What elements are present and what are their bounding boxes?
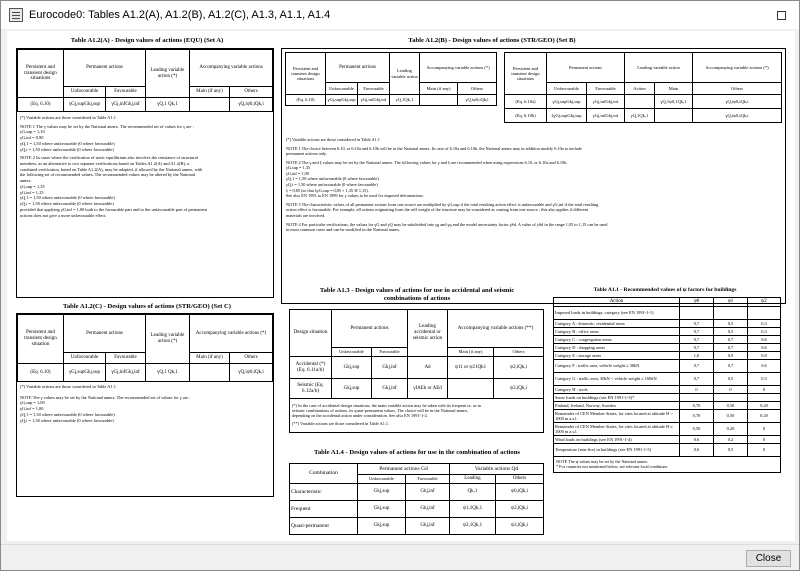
note-line: γG,sup = 1,35 <box>20 183 45 189</box>
table-cell: γGj,infGkj,inf <box>358 95 390 106</box>
note-line: γG,sup = 1,35 <box>286 165 311 171</box>
caption-line: combinations of actions <box>383 294 451 302</box>
table-cell: γIAEk or AEd <box>408 379 448 399</box>
table-cell <box>190 364 230 382</box>
table-cell: Accidental (*) (Eq. 6.11a/b) <box>290 357 332 379</box>
table-cell: 0,6 <box>748 344 781 352</box>
table-a14-caption: Table A1.4 - Design values of actions for use in the combination of actions <box>314 449 520 456</box>
table-cell: γQ,1ψ0,1Qk,1 <box>655 95 693 109</box>
table-cell: Characteristic <box>290 484 358 501</box>
table-cell: γQ,iψ0,iQk,i <box>693 109 782 123</box>
table-cell: Qk,1 <box>450 484 496 501</box>
note-line: NOTE 4 For particular verifications, the values for γG and γQ may be subdivided into γg and γq and the model uncertainty factor γSd. A value of γSd in the range 1,05 to 1,15 can be used <box>286 221 608 227</box>
header-cell: Others <box>230 353 273 364</box>
table-cell: 0,70 <box>680 402 714 410</box>
header-cell: Accompanying variable actions (*) <box>420 53 497 83</box>
note-line: seismic combinations of actions, its quasi-permanent values. The choice will be in the National annex, <box>292 408 468 414</box>
note-line: (*) Variable actions are those considered in Table A1.1 <box>20 384 116 389</box>
table-cell: 0 <box>748 444 781 457</box>
table-cell: 0,5 <box>714 328 748 336</box>
note-line: NOTE The γ values may be set by the National annex. The recommended set of values for γ are : <box>20 394 191 400</box>
header-cell: Persistent and transient design situation <box>18 315 64 364</box>
table-cell: Ad <box>408 357 448 379</box>
header-cell: Action <box>554 298 680 307</box>
table-a12c-frame <box>16 313 274 497</box>
note-line: actions does not give a more unfavourable effect. <box>20 212 107 218</box>
footer-divider <box>1 544 799 545</box>
table-cell <box>714 394 748 402</box>
table-cell: ψ2,iQk,i <box>496 501 544 518</box>
table-cell: ψ2,1Qk,1 <box>450 518 496 535</box>
note-line: NOTE 1 The γ values may be set by the National annex. The recommended set of values for γ are : <box>20 123 194 129</box>
note-line: (*) Variable actions are those considered in Table A1.1 <box>20 115 116 120</box>
header-cell: Unfavourable <box>547 83 587 95</box>
table-a14 <box>289 463 544 535</box>
note-line: γQ,1 = 1,30 where unfavourable (0 where favourable) <box>20 411 115 417</box>
note-line: NOTE 2 In cases where the verification of static equilibrium also involves the resistance of structural <box>20 155 198 161</box>
header-cell: Persistent and transient design situations <box>505 53 547 95</box>
table-row <box>554 352 781 360</box>
table-cell: Temperature (non-fire) in buildings (see EN 1991-1-5) <box>554 444 680 457</box>
table-cell: γGj,infGkj,inf <box>587 95 625 109</box>
table-cell: 0,7 <box>680 320 714 328</box>
header-cell: ψ2 <box>748 298 781 307</box>
table-cell: Category G : traffic area, 30kN < vehicle weight ≤ 160kN <box>554 373 680 386</box>
header-cell: Permanent actions <box>64 315 146 353</box>
maximize-icon <box>777 11 786 20</box>
table-cell: ψ0,iQk,i <box>496 484 544 501</box>
note-line: in most common cases and can be modified in the National annex. <box>286 227 401 233</box>
table-row <box>554 373 781 386</box>
table-cell: 0,20 <box>748 402 781 410</box>
note-line: (**) Variable actions are those considered in Table A1.1. <box>292 420 390 426</box>
table-cell: 0,70 <box>680 410 714 423</box>
header-cell: Unfavourable <box>64 87 106 98</box>
note-line: γG,inf = 1,00 <box>286 170 309 176</box>
table-cell: γGj,infGkj,inf <box>106 364 146 382</box>
header-cell: Others <box>693 83 782 95</box>
table-row <box>554 360 781 373</box>
table-cell <box>420 95 458 106</box>
table-cell: γGj,supGkj,sup <box>64 364 106 382</box>
table-row <box>554 410 781 423</box>
table-cell: 0,5 <box>714 320 748 328</box>
table-row <box>554 336 781 344</box>
table-cell: Remainder of CEN Member States, for sites located at altitude H > 1000 m a.s.l. <box>554 410 680 423</box>
table-cell: 0 <box>748 386 781 394</box>
header-cell: Unfavourable <box>332 348 372 357</box>
header-cell: Permanent actions <box>332 310 408 348</box>
table-row <box>554 328 781 336</box>
table-cell: γGj,infGkj,inf <box>106 98 146 112</box>
table-a12c <box>17 314 273 382</box>
document-icon <box>9 8 23 22</box>
header-cell: Permanent actions <box>326 53 390 83</box>
table-cell: ψ2,iQk,i <box>494 357 544 379</box>
header-cell: Favourable <box>106 353 146 364</box>
table-a13 <box>289 309 544 433</box>
note-line: γQ,i = 1,50 where unfavourable (0 where favourable) <box>20 146 114 152</box>
table-cell <box>655 109 693 123</box>
table-cell: γQ,iψ0,iQk,i <box>458 95 497 106</box>
table-cell: 0,50 <box>714 410 748 423</box>
caption-line: Table A1.3 - Design values of actions for use in accidental and seismic <box>319 287 515 294</box>
table-cell: 0,7 <box>714 336 748 344</box>
table-cell: γQ,iψ0,iQk,i <box>693 95 782 109</box>
table-cell: γQ,1 Qk,1 <box>146 98 190 112</box>
header-cell: Leading accidental or seismic action <box>408 310 448 357</box>
tables-image-area <box>7 31 795 541</box>
note-line: * For countries not mentioned below, see relevant local conditions. <box>556 463 669 469</box>
table-row <box>554 394 781 402</box>
table-cell: Gkj,sup <box>358 501 406 518</box>
table-a12c-caption: Table A1.2(C) - Design values of actions (STR/GEO) (Set C) <box>63 303 231 310</box>
header-cell: Permanent actions Gd <box>358 464 450 475</box>
header-cell: Main (if any) <box>190 353 230 364</box>
header-cell: Others <box>458 83 497 95</box>
header-cell: Others <box>230 87 273 98</box>
table-cell: 0,7 <box>714 344 748 352</box>
table-a11 <box>553 297 781 473</box>
note-line: ξ = 0,85 (so that ξγG,sup = 0,85 × 1,35 ≅ 1,15). <box>286 187 369 193</box>
note-line: (*) Variable actions are those considered in Table A1.1 <box>286 137 380 142</box>
maximize-button[interactable] <box>763 1 799 29</box>
table-cell: 0,6 <box>680 436 714 444</box>
table-cell <box>714 307 748 320</box>
table-a13-caption <box>297 287 537 303</box>
table-cell: (Eq. 6.10b) <box>505 109 547 123</box>
table-cell: Imposed loads in buildings, category (see EN 1991-1-1) <box>554 307 680 320</box>
table-cell: 0,5 <box>714 444 748 457</box>
table-a12a-frame <box>16 48 274 298</box>
header-cell: Leading variable action (*) <box>146 315 190 364</box>
table-cell: Gkj,sup <box>332 379 372 399</box>
note-line: (*) In the case of accidental design situations, the main variable action may be taken with its frequent or, as in <box>292 403 481 409</box>
header-cell: Unfavourable <box>64 353 106 364</box>
header-cell: Leading variable action <box>390 53 420 95</box>
table-cell: γGj,supGkj,sup <box>64 98 106 112</box>
header-cell: ψ1 <box>714 298 748 307</box>
table-cell: Category D : shopping areas <box>554 344 680 352</box>
table-cell <box>625 95 655 109</box>
note-line: annex. <box>20 178 32 184</box>
table-cell: 0 <box>748 436 781 444</box>
table-cell: 0,6 <box>748 360 781 373</box>
table-cell: γQ,1Qk,1 <box>390 95 420 106</box>
table-cell: 0,7 <box>680 344 714 352</box>
table-cell: γQ,1 Qk,1 <box>146 364 190 382</box>
header-cell: Persistent and transient design situations <box>18 50 64 98</box>
header-cell: Design situation <box>290 310 332 357</box>
header-cell: ψ0 <box>680 298 714 307</box>
table-cell: 0,3 <box>748 328 781 336</box>
table-cell: ξγGj,supGkj,sup <box>547 109 587 123</box>
table-cell: 1,0 <box>680 352 714 360</box>
header-cell: Main <box>655 83 693 95</box>
table-row <box>554 307 781 320</box>
table-cell <box>680 307 714 320</box>
header-cell: Favourable <box>406 475 450 484</box>
table-cell: Category A : domestic, residential areas <box>554 320 680 328</box>
header-cell: Leading variable action <box>625 53 693 83</box>
header-cell: Favourable <box>372 348 408 357</box>
header-cell: Main (if any) <box>448 348 494 357</box>
table-a12b-frame <box>281 48 786 304</box>
table-row <box>554 444 781 457</box>
window-title: Eurocode0: Tables A1.2(A), A1.2(B), A1.2(C), A1.3, A1.1, A1.4 <box>29 9 331 21</box>
note-line: γG,inf = 1,15 <box>20 189 44 195</box>
note-line: See also EN 1991 to EN 1999 for γ values to be used for imposed deformations. <box>286 193 424 199</box>
table-cell: Finland, Iceland, Norway, Sweden <box>554 402 680 410</box>
note-line: materials are involved. <box>286 212 326 218</box>
header-cell: Main (if any) <box>190 87 230 98</box>
table-cell: Category H : roofs <box>554 386 680 394</box>
table-a12b-caption: Table A1.2(B) - Design values of actions (STR/GEO) (Set B) <box>408 37 576 44</box>
table-cell <box>680 394 714 402</box>
note-line: depending on the accidental action under consideration. See also EN 1991-1-2. <box>292 413 428 418</box>
table-cell: 0,7 <box>680 328 714 336</box>
table-cell: 0,50 <box>714 402 748 410</box>
table-cell: 0,7 <box>680 360 714 373</box>
table-cell: 0 <box>680 386 714 394</box>
table-cell <box>748 394 781 402</box>
table-cell: Category B : office areas <box>554 328 680 336</box>
note-line: γQ,1 = 1,50 where unfavourable (0 where favourable) <box>286 176 379 182</box>
table-cell: 0,6 <box>680 444 714 457</box>
header-cell: Persistent and transient design situations <box>286 53 326 95</box>
table-cell: Gkj,sup <box>358 518 406 535</box>
table-cell: (Eq. 6.10a) <box>505 95 547 109</box>
table-cell: Snow loads on buildings (see EN 1991-1-3)* <box>554 394 680 402</box>
header-cell: Favourable <box>106 87 146 98</box>
table-cell <box>748 307 781 320</box>
header-cell: Leading variable action (*) <box>146 50 190 98</box>
header-cell: Combination <box>290 464 358 484</box>
note-line: γG,sup = 1,10 <box>20 129 45 135</box>
note-line: γG,sup = 1,00 <box>20 400 45 406</box>
table-a12c-notes <box>20 384 270 494</box>
note-line: γQ,i = 1,30 where unfavourable (0 where favourable) <box>20 417 114 423</box>
note-line: γG,inf = 1,00 <box>20 406 44 412</box>
table-cell: 0,5 <box>714 373 748 386</box>
table-cell: ψ11 or ψ21Qk1 <box>448 357 494 379</box>
table-cell: Gkj,inf <box>372 357 408 379</box>
table-cell: 0,7 <box>680 373 714 386</box>
header-cell: Accompanying variable actions (*) <box>693 53 782 83</box>
header-cell: Accompanying variable actions (*) <box>190 315 273 353</box>
table-cell: γGj,supGkj,sup <box>547 95 587 109</box>
header-cell: Variable actions Qd <box>450 464 544 475</box>
table-cell: 0,3 <box>748 320 781 328</box>
table-row <box>554 402 781 410</box>
table-a11-notes <box>554 457 781 473</box>
table-cell: Remainder of CEN Member States, for sites located at altitude H ≤ 1000 m a.s.l. <box>554 423 680 436</box>
note-line: action effect is favourable. For example, all actions originating from the self weight of the structure may be considered as coming from one source ; this also applies if different <box>286 207 589 213</box>
note-line: NOTE 3 The characteristic values of all permanent actions from one source are multiplied by γG,sup if the total resulting action effect is unfavourable and γG,inf if the total resulting <box>286 201 599 207</box>
table-cell: 0,7 <box>714 360 748 373</box>
table-cell: 0,2 <box>714 436 748 444</box>
table-cell: Gkj,inf <box>372 379 408 399</box>
table-cell: (Eq. 6.10) <box>18 364 64 382</box>
close-button[interactable]: Close <box>746 550 791 567</box>
table-cell: γGj,infGkj,inf <box>587 109 625 123</box>
note-line: NOTE The ψ values may be set by the National annex. <box>556 458 648 464</box>
note-line: γQ,i = 1,50 where unfavourable (0 where favourable) <box>286 182 378 188</box>
table-cell: Frequent <box>290 501 358 518</box>
note-line: combined verification, based on Table A1.2(A), may be adopted, if allowed by the National annex, with <box>20 166 203 172</box>
table-cell: γQ,1Qk,1 <box>625 109 655 123</box>
table-cell: γQ,iψ0,iQk,i <box>230 98 273 112</box>
table-cell: 0,6 <box>748 336 781 344</box>
table-row <box>554 423 781 436</box>
table-cell: (Eq. 6.10) <box>18 98 64 112</box>
note-line: γG,inf = 0,90 <box>20 135 44 141</box>
header-cell: Permanent actions <box>547 53 625 83</box>
header-cell: Accompanying variable actions (**) <box>448 310 544 348</box>
table-cell: 0,20 <box>748 410 781 423</box>
table-cell: 0,20 <box>714 423 748 436</box>
table-cell: Category E : storage areas <box>554 352 680 360</box>
table-row <box>554 320 781 328</box>
table-a12a-caption: Table A1.2(A) - Design values of actions (EQU) (Set A) <box>70 37 224 44</box>
header-cell: Others <box>496 475 544 484</box>
note-line: γQ,i = 1,50 where unfavourable (0 where favourable) <box>20 201 114 207</box>
table-row <box>554 386 781 394</box>
table-cell: 0 <box>714 386 748 394</box>
table-a11-body <box>554 307 781 457</box>
table-a12a-notes <box>20 115 270 295</box>
note-line: γQ,1 = 1,50 where unfavourable (0 where favourable) <box>20 195 115 201</box>
table-cell: ψ2,iQk,i <box>496 518 544 535</box>
table-cell <box>190 98 230 112</box>
table-cell: Category F : traffic area, vehicle weight ≤ 30kN <box>554 360 680 373</box>
note-line: provided that applying γG,inf = 1,00 both to the favourable part and to the unfavourable part of permanent <box>20 206 207 212</box>
table-row <box>554 344 781 352</box>
table-cell: γGj,supGkj,sup <box>326 95 358 106</box>
header-cell: Others <box>494 348 544 357</box>
header-cell: Favourable <box>587 83 625 95</box>
header-cell: Main (if any) <box>420 83 458 95</box>
table-cell: 0,3 <box>748 373 781 386</box>
header-cell: Favourable <box>358 83 390 95</box>
table-row <box>554 436 781 444</box>
table-a13-notes <box>290 399 544 433</box>
table-cell: γQ,iψ0,iQk,i <box>230 364 273 382</box>
table-cell: Gkj,sup <box>332 357 372 379</box>
table-cell: Wind loads on buildings (see EN 1991-1-4) <box>554 436 680 444</box>
note-line: NOTE 2 The γ and ξ values may be set by the National annex. The following values for γ and ξ are recommended when using expressions 6.10, or 6.10a and 6.10b. <box>286 159 568 165</box>
table-a11-caption: Table A1.1 - Recommended values of ψ factors for buildings <box>593 287 737 293</box>
table-cell: Gkj,inf <box>406 518 450 535</box>
table-cell: Seismic (Eq. 6.12a/b) <box>290 379 332 399</box>
table-cell: ψ1,1Qk,1 <box>450 501 496 518</box>
table-cell: 0 <box>748 423 781 436</box>
note-line: γQ,1 = 1,50 where unfavourable (0 where favourable) <box>20 140 115 146</box>
table-a12b-610 <box>285 52 497 106</box>
table-cell: Gkj,inf <box>406 501 450 518</box>
table-cell: 0,7 <box>680 336 714 344</box>
table-cell <box>448 379 494 399</box>
header-cell: Accompanying variable actions <box>190 50 273 87</box>
header-cell: Action <box>625 83 655 95</box>
table-cell: (Eq. 6.10) <box>286 95 326 106</box>
header-cell: Leading <box>450 475 496 484</box>
note-line: NOTE 1 The choice between 6.10, or 6.10a and 6.10b will be in the National annex. In case of 6.10a and 6.10b, the National annex may in addition modify 6.10a to include <box>286 145 582 151</box>
table-a12b-610ab <box>504 52 782 123</box>
table-cell: 0,50 <box>680 423 714 436</box>
table-a12b-notes <box>286 137 783 302</box>
note-line: permanent actions only. <box>286 151 327 157</box>
table-cell: Category C : congregation areas <box>554 336 680 344</box>
note-line: members, as an alternative to two separate verifications based on Tables A1.2(A) and A1.2(B), a <box>20 161 190 167</box>
table-cell: Gkj,inf <box>406 484 450 501</box>
header-cell: Unfavourable <box>326 83 358 95</box>
note-line: the following set of recommended values. The recommended values may be altered by the National <box>20 172 195 178</box>
table-cell: ψ2,iQk,i <box>494 379 544 399</box>
table-a12a <box>17 49 273 112</box>
header-cell: Permanent actions <box>64 50 146 87</box>
header-cell: Unfavourable <box>358 475 406 484</box>
table-cell: 0,9 <box>714 352 748 360</box>
table-cell: Gkj,sup <box>358 484 406 501</box>
table-cell: Quasi-permanent <box>290 518 358 535</box>
title-bar <box>1 1 799 29</box>
table-cell: 0,8 <box>748 352 781 360</box>
